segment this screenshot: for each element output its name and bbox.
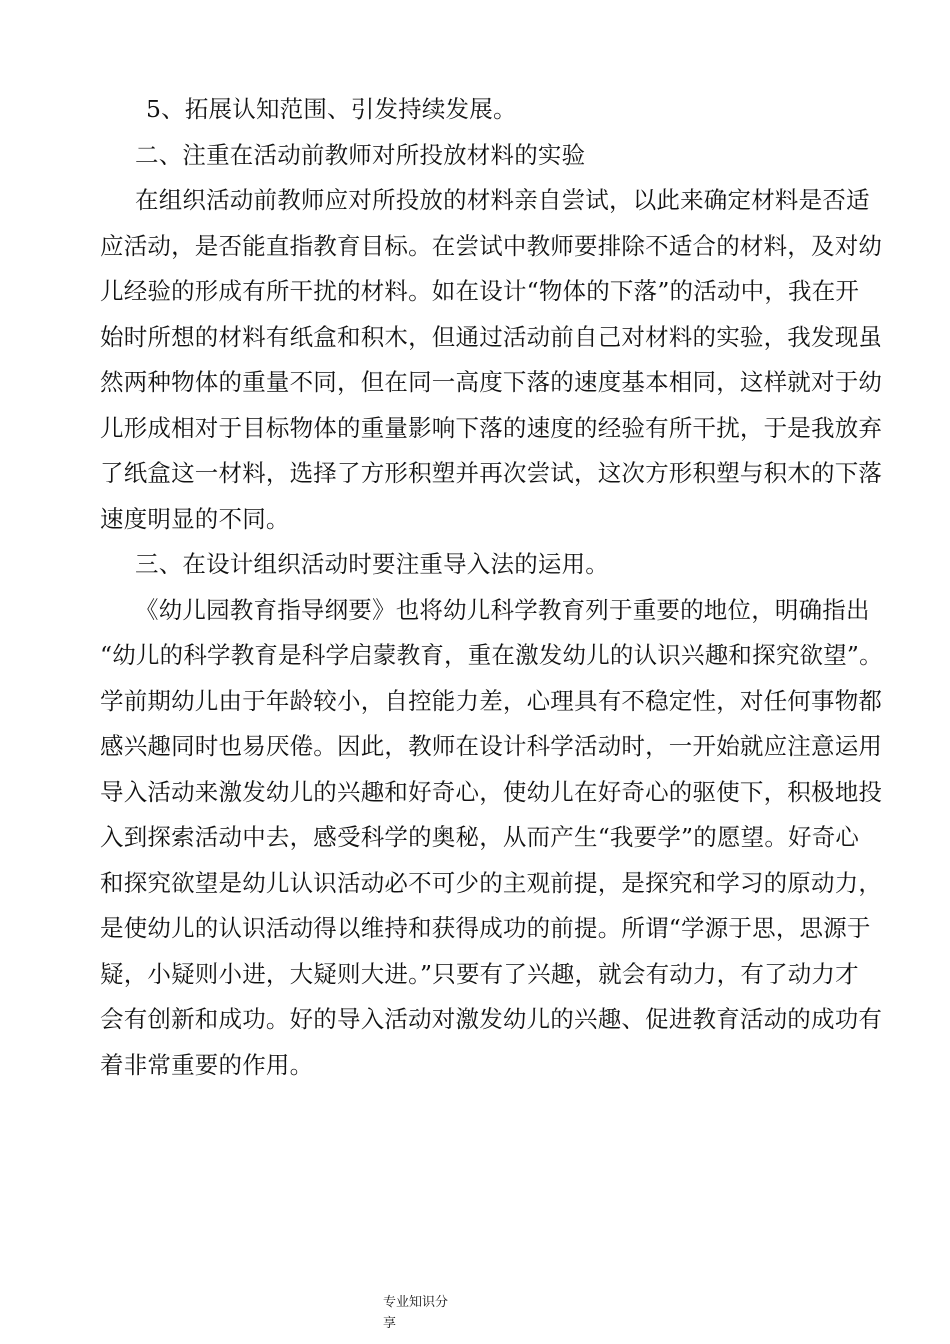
paragraph-line: 儿经验的形成有所干扰的材料。如在设计“物体的下落”的活动中，我在开 [100,277,860,305]
paragraph-line: 在组织活动前教师应对所投放的材料亲自尝试，以此来确定材料是否适 [135,186,870,214]
paragraph-line: 是使幼儿的认识活动得以维持和获得成功的前提。所谓“学源于思，思源于 [100,914,871,942]
footer-line-1: 专业知识分 [383,1295,449,1310]
paragraph-line: 导入活动来激发幼儿的兴趣和好奇心，使幼儿在好奇心的驱使下，积极地投 [100,777,883,806]
paragraph-line: 了纸盒这一材料，选择了方形积塑并再次尝试，这次方形积塑与积木的下落 [100,459,883,487]
paragraph-line: 着非常重要的作用。 [100,1050,314,1079]
paragraph-line: 儿形成相对于目标物体的重量影响下落的速度的经验有所干扰，于是我放弃 [100,413,883,442]
paragraph-line: 应活动，是否能直指教育目标。在尝试中教师要排除不适合的材料，及对幼 [100,231,883,260]
document-body [100,87,890,1088]
paragraph-line: 入到探索活动中去，感受科学的奥秘，从而产生“我要学”的愿望。好奇心 [100,823,860,851]
paragraph-line: 《幼儿园教育指导纲要》也将幼儿科学教育列于重要的地位，明确指出 [135,595,870,624]
section-heading-3: 三、在设计组织活动时要注重导入法的运用。 [135,550,609,578]
footer-line-2: 享 [383,1316,397,1331]
paragraph-line: 然两种物体的重量不同，但在同一高度下落的速度基本相同，这样就对于幼 [100,368,883,396]
section-heading-2: 二、注重在活动前教师对所投放材料的实验 [135,140,586,169]
paragraph-line: 速度明显的不同。 [100,504,290,533]
paragraph-line: 感兴趣同时也易厌倦。因此，教师在设计科学活动时，一开始就应注意运用 [100,732,883,760]
paragraph-line: 疑，小疑则小进，大疑则大进。”只要有了兴趣，就会有动力，有了动力才 [100,959,859,988]
paragraph-line: 学前期幼儿由于年龄较小，自控能力差，心理具有不稳定性，对任何事物都 [100,686,883,715]
paragraph-line: 和探究欲望是幼儿认识活动必不可少的主观前提，是探究和学习的原动力， [100,868,883,897]
page-footer [383,1292,463,1334]
list-item-5: 5、拓展认知范围、引发持续发展。 [146,95,517,123]
paragraph-line: “幼儿的科学教育是科学启蒙教育，重在激发幼儿的认识兴趣和探究欲望”。 [100,641,883,669]
paragraph-line: 始时所想的材料有纸盒和积木，但通过活动前自己对材料的实验，我发现虽 [100,322,883,351]
paragraph-line: 会有创新和成功。好的导入活动对激发幼儿的兴趣、促进教育活动的成功有 [100,1005,883,1033]
